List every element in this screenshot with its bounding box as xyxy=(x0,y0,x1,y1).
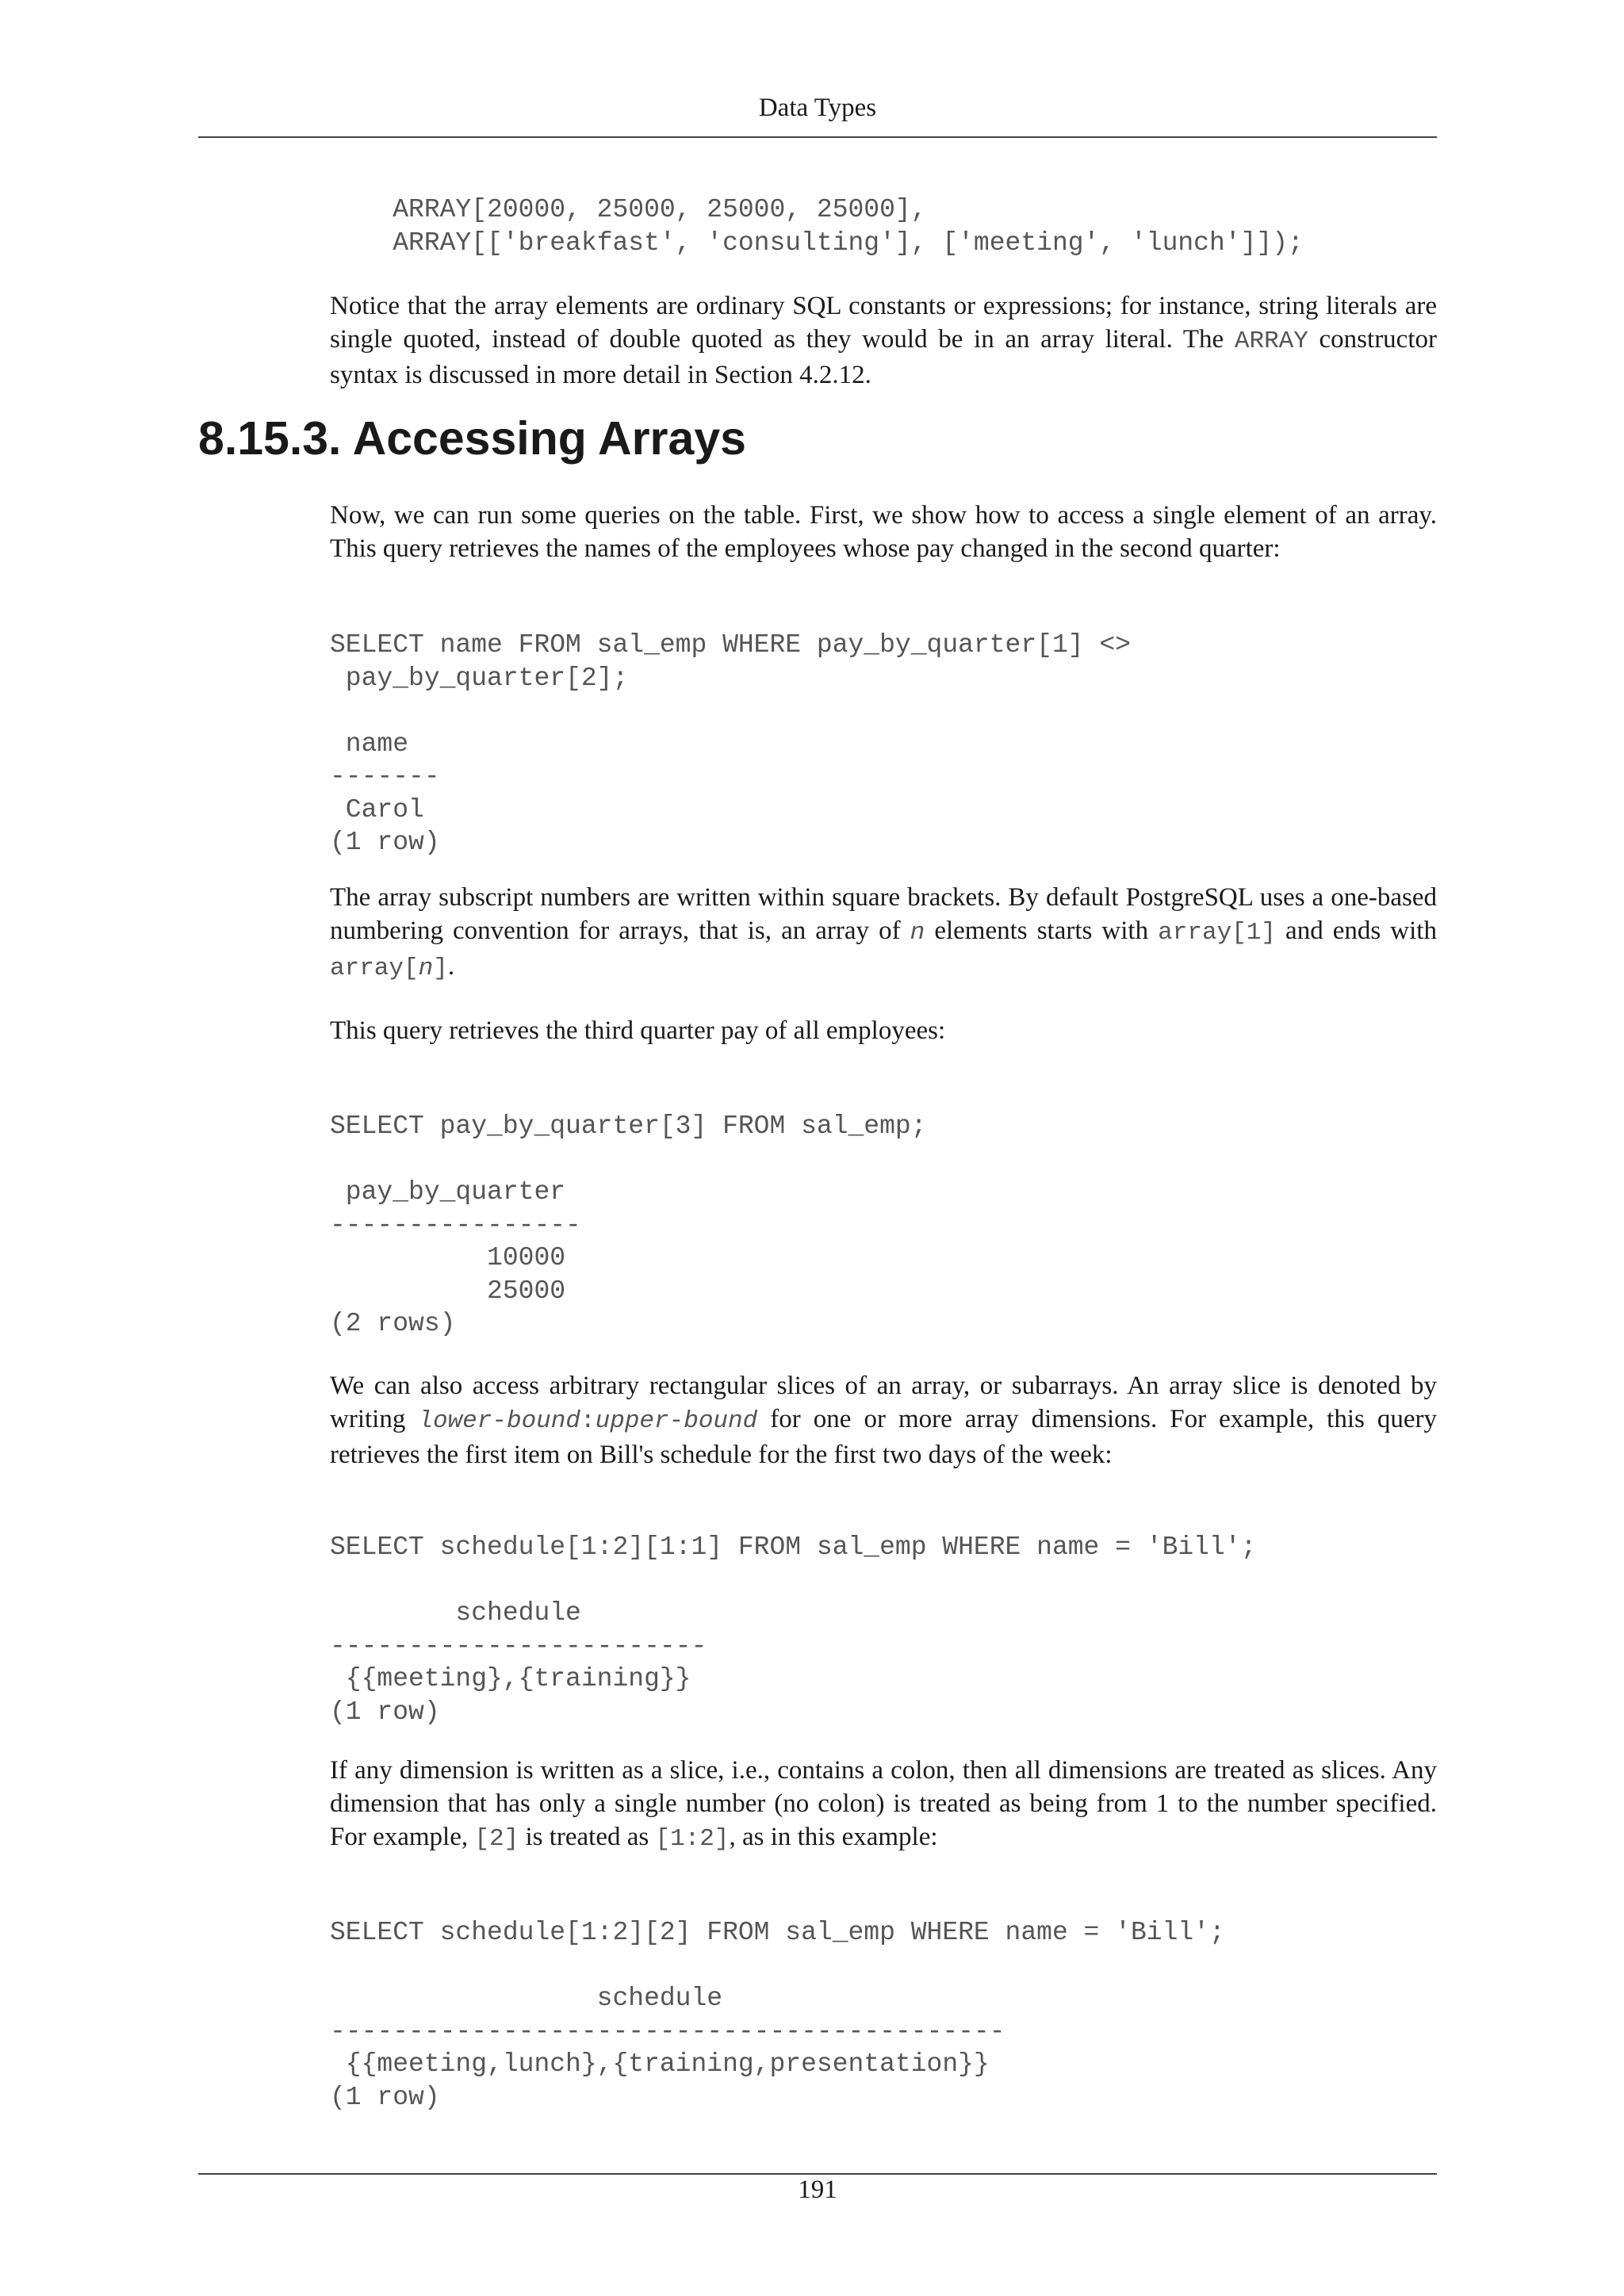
code-block-schedule-slice: SELECT schedule[1:2][1:1] FROM sal_emp WHERE name = 'Bill'; schedule ------------------------ {{meeting},{training}} (1 row) xyxy=(330,1533,1257,1727)
header-rule xyxy=(198,136,1437,138)
inline-code-1-2: [1:2] xyxy=(655,1825,730,1853)
code-block-pay-by-quarter: SELECT pay_by_quarter[3] FROM sal_emp; pay_by_quarter ---------------- 10000 25000 (2 rows) xyxy=(330,1112,927,1338)
footer-rule xyxy=(198,2173,1437,2175)
code-block-array-constructor: ARRAY[20000, 25000, 25000, 25000], ARRAY[['breakfast', 'consulting'], ['meeting', 'lunch']]); xyxy=(393,195,1304,258)
code-block-schedule-dimension: SELECT schedule[1:2][2] FROM sal_emp WHERE name = 'Bill'; schedule ------------------------------------------- {{meeting,lunch},{training,presentation}} (1 row) xyxy=(330,1918,1225,2112)
inline-code-array-1: array[1] xyxy=(1158,919,1276,947)
paragraph-dimension-slices: If any dimension is written as a slice, i.e., contains a colon, then all dimensions are treated as slices. Any dimension that has only a single number (no colon) is treated as being from 1 to the number specified. For example, [2] is treated as [1:2], as in this example: xyxy=(330,1756,1437,1853)
page-number: 191 xyxy=(798,2175,837,2204)
paragraph-subscripts: The array subscript numbers are written within square brackets. By default PostgreSQL uses a one-based numbering convention for arrays, that is, an array of n elements starts with array[1] and ends with array[n]. xyxy=(330,883,1437,982)
paragraph-accessing-intro: Now, we can run some queries on the table. First, we show how to access a single element of an array. This query retrieves the names of the employees whose pay changed in the second quarter: xyxy=(330,501,1437,563)
inline-code-array-n: array[n] xyxy=(330,955,448,982)
running-head: Data Types xyxy=(758,94,877,122)
paragraph-array-constructor-note: Notice that the array elements are ordinary SQL constants or expressions; for instance, string literals are single quoted, instead of double quoted as they would be in an array literal. The ARRAY constructor syntax is discussed in more detail in Section 4.2.12. xyxy=(330,292,1437,389)
code-block-query-name: SELECT name FROM sal_emp WHERE pay_by_quarter[1] <> pay_by_quarter[2]; name ------- Carol (1 row) xyxy=(330,630,1131,857)
inline-code-array: ARRAY xyxy=(1234,327,1308,355)
inline-code-2: [2] xyxy=(474,1825,519,1853)
paragraph-slices: We can also access arbitrary rectangular slices of an array, or subarrays. An array slice is denoted by writing lower-bound:upper-bound for one or more array dimensions. For example, this query retrieves the first item on Bill's schedule for the first two days of the week: xyxy=(330,1372,1437,1469)
section-heading: 8.15.3. Accessing Arrays xyxy=(198,412,746,465)
paragraph-third-quarter: This query retrieves the third quarter pay of all employees: xyxy=(330,1016,946,1045)
